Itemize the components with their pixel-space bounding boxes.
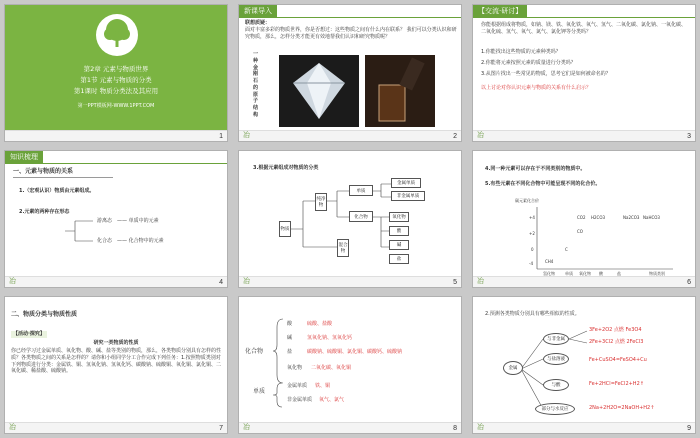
state-combined: 化合态 xyxy=(97,238,113,244)
slide-footer xyxy=(5,130,227,141)
row-acid-value: 硫酸、盐酸 xyxy=(307,321,333,327)
diamond-image xyxy=(279,55,359,127)
node-acid: 酸 xyxy=(389,226,409,236)
drink-glass-image xyxy=(365,55,435,127)
row-base-value: 氢氧化钠、氢氧化钙 xyxy=(307,335,353,341)
slide-thumbnail-2[interactable] xyxy=(238,4,462,142)
chart-ylabel: 碳元素化合价 xyxy=(515,198,539,203)
slide-thumbnail-7[interactable] xyxy=(4,296,228,434)
point-4: 4.同一种元素可以存在于不同类别的物质中。 xyxy=(485,166,586,172)
row-oxide-value: 二氧化碳、氧化铜 xyxy=(311,365,352,371)
slide-number: 5 xyxy=(453,279,457,286)
equation-2: 2Fe+3Cl2 点燃 2FeCl3 xyxy=(589,339,644,345)
row-base-label: 碱 xyxy=(287,335,293,341)
slide-line-3: 2.你能将元素按照元素的质量进行分类吗？ xyxy=(481,60,576,66)
node-salt-solution: 与盐溶液 xyxy=(543,353,569,365)
header-rule xyxy=(473,17,695,18)
activity-body: 你已经学习过金属单质、氧化物、酸、碱、盐等类别的物质，那么，各类物质分别具有怎样的性质？各类物质之间的关系是怎样的？请你和小组同学分工合作完成下列任务：1.按照物质类别对下列物质进行分类：金属铁、铜、氢氧化钠、氢氧化钙、碳酸钠、硫酸铜、氧化铜、氯化铜、二氧化碳、稀盐酸、硫酸钠。 xyxy=(11,348,222,375)
slide-title: 2.预测各类物质分别具有哪些相似的性质。 xyxy=(485,311,580,317)
element-brace xyxy=(273,381,283,409)
section-heading: 二、物质分类与物质性质 xyxy=(11,311,78,318)
node-acid: 与酸 xyxy=(543,379,569,391)
equation-3: Fe+CuSO4=FeSO4+Cu xyxy=(589,357,647,363)
cat-oxide: 氧化物 xyxy=(579,271,591,276)
node-compound: 化合物 xyxy=(349,211,373,222)
tick-zero: 0 xyxy=(531,247,534,252)
slide-thumbnail-6[interactable] xyxy=(472,150,696,288)
equation-5: 2Na+2H2O=2NaOH+H2↑ xyxy=(589,405,655,411)
slide-footer: 冶 3 xyxy=(473,130,695,141)
node-element: 单质 xyxy=(349,185,373,196)
slide-footer: 冶 4 xyxy=(5,276,227,287)
node-metal: 金属单质 xyxy=(391,178,421,188)
lesson-title: 第1课时 物质分类法及其应用 xyxy=(73,87,159,95)
slide-header: 【交流·研讨】 xyxy=(473,5,527,17)
label-single: 单质 xyxy=(253,388,266,395)
state-combined-desc: —— 化合物中的元素 xyxy=(117,238,164,244)
row-acid-label: 酸 xyxy=(287,321,293,327)
slide-title: 3.根据元素组成对物质的分类 xyxy=(253,165,319,171)
node-oxide: 氧化物 xyxy=(389,212,409,222)
cat-acid: 酸 xyxy=(599,271,603,276)
slide-thumbnail-5[interactable] xyxy=(238,150,462,288)
row-salt-label: 盐 xyxy=(287,349,293,355)
row-salt-value: 碳酸钠、硫酸铜、氯化铜、碳酸钙、硫酸钠 xyxy=(307,349,403,355)
node-base: 碱 xyxy=(389,240,409,250)
state-free: 游离态 xyxy=(97,218,113,224)
point-na2co3: Na2CO3 xyxy=(623,215,640,220)
slide-line-4: 3.从图片找出一些常见的物质，思考它们是如何被命名的？ xyxy=(481,71,611,77)
point-co2: CO2 xyxy=(577,215,586,220)
node-matter: 物质 xyxy=(279,221,291,237)
point-ch4: CH4 xyxy=(545,259,554,264)
slide-question: 以上讨论对你认识元素与物质的关系有什么启示？ xyxy=(481,85,592,91)
row-oxide-label: 氧化物 xyxy=(287,365,303,371)
point-1: 1.（宏观认识）物质由元素组成。 xyxy=(19,188,95,194)
bracket-connector xyxy=(63,217,97,245)
slide-number: 8 xyxy=(453,425,457,432)
activity-subtitle: 研究一类物质的性质 xyxy=(93,340,139,346)
cat-hydride: 氢化物 xyxy=(543,271,555,276)
slide-header: 知识梳理 xyxy=(5,151,43,163)
tick-minus4: -4 xyxy=(529,261,533,266)
activity-tag: 【活动·探究】 xyxy=(13,331,45,337)
point-5: 5.有些元素在不同化合物中可能呈现不同的化合价。 xyxy=(485,181,601,187)
slide-line-1: 你能根据组成将物质，如钠、镁、铁、氧化铁、氧气、氢气、二氧化碳、氯化钠、一氧化碳、二氧化硫、氢气、氧气、氮气、氯化钾等分类吗？ xyxy=(481,22,687,35)
slide-footer: 冶 9 xyxy=(473,422,695,433)
slide-thumbnail-8[interactable] xyxy=(238,296,462,434)
section-title: 第1节 元素与物质的分类 xyxy=(80,76,152,84)
section-heading: 一、元素与物质的关系 xyxy=(13,168,74,175)
chapter-title: 第2章 元素与物质世界 xyxy=(83,65,149,73)
slide-thumbnail-1[interactable] xyxy=(4,4,228,142)
slide-thumbnail-4[interactable] xyxy=(4,150,228,288)
tick-plus2: +2 xyxy=(529,231,535,236)
slide-number: 3 xyxy=(687,133,691,140)
state-free-desc: —— 单质中的元素 xyxy=(117,218,159,224)
slide-footer: 冶 6 xyxy=(473,276,695,287)
label-compound: 化合物 xyxy=(245,348,264,355)
slide-footer: 冶 8 xyxy=(239,422,461,433)
cat-salt: 盐 xyxy=(617,271,621,276)
slide-footer: 冶 5 xyxy=(239,276,461,287)
equation-1: 3Fe+2O2 点燃 Fe3O4 xyxy=(589,327,642,333)
equation-4: Fe+2HCl=FeCl2+H2↑ xyxy=(589,381,644,387)
node-nonmetal: 非金属单质 xyxy=(391,191,425,201)
slide-number: 1 xyxy=(219,133,223,140)
site-credit: 第一PPT模板网-WWW.1PPT.COM xyxy=(77,103,155,109)
point-nahco3: NaHCO3 xyxy=(643,215,660,220)
node-nonmetal: 与非金属 xyxy=(543,333,569,345)
point-co: CO xyxy=(577,229,583,234)
heading-underline xyxy=(13,177,113,178)
header-rule xyxy=(5,163,227,164)
point-h2co3: H2CO3 xyxy=(591,215,606,220)
tick-plus4: +4 xyxy=(529,215,535,220)
chart-xlabel: 物质类别 xyxy=(649,271,665,276)
node-pure: 纯净物 xyxy=(315,193,327,211)
slide-thumbnail-3[interactable] xyxy=(472,4,696,142)
cat-element: 单质 xyxy=(565,271,573,276)
point-c: C xyxy=(565,247,568,252)
slide-number: 2 xyxy=(453,133,457,140)
slide-subtitle: 联想质疑： xyxy=(245,20,271,26)
nonmetal-label: 非金属单质 xyxy=(287,397,313,403)
node-water: 部分与水反应 xyxy=(535,403,575,415)
slide-number: 7 xyxy=(219,425,223,432)
header-rule xyxy=(239,17,461,18)
slide-thumbnail-9[interactable] xyxy=(472,296,696,434)
node-metal: 金属 xyxy=(503,361,523,375)
slide-footer: 冶 7 xyxy=(5,422,227,433)
slide-body: 面对丰富多彩的物质世界，你是否想过：这些物质之间有什么内在联系？ 我们可以分类认识和研究物质，那么，怎样分类才能更有效地帮我们认识和研究物质呢？ xyxy=(245,27,457,40)
slide-number: 9 xyxy=(687,425,691,432)
vertical-caption: 一种金刚石的原子结构 xyxy=(253,51,259,118)
metal-label: 金属单质 xyxy=(287,383,308,389)
slide-header: 新课导入 xyxy=(239,5,277,17)
compound-brace xyxy=(273,317,285,385)
slide-footer: 冶 2 xyxy=(239,130,461,141)
slide-line-2: 1.你能找出这些物质的元素种类吗？ xyxy=(481,49,561,55)
slide-number: 4 xyxy=(219,279,223,286)
nonmetal-value: 氧气、氯气 xyxy=(319,397,345,403)
slide-number: 6 xyxy=(687,279,691,286)
node-mixture: 混合物 xyxy=(337,239,349,257)
tree-logo-icon xyxy=(95,13,139,57)
metal-value: 铁、铜 xyxy=(315,383,331,389)
point-2: 2.元素的两种存在形态 xyxy=(19,209,70,215)
node-salt: 盐 xyxy=(389,254,409,264)
